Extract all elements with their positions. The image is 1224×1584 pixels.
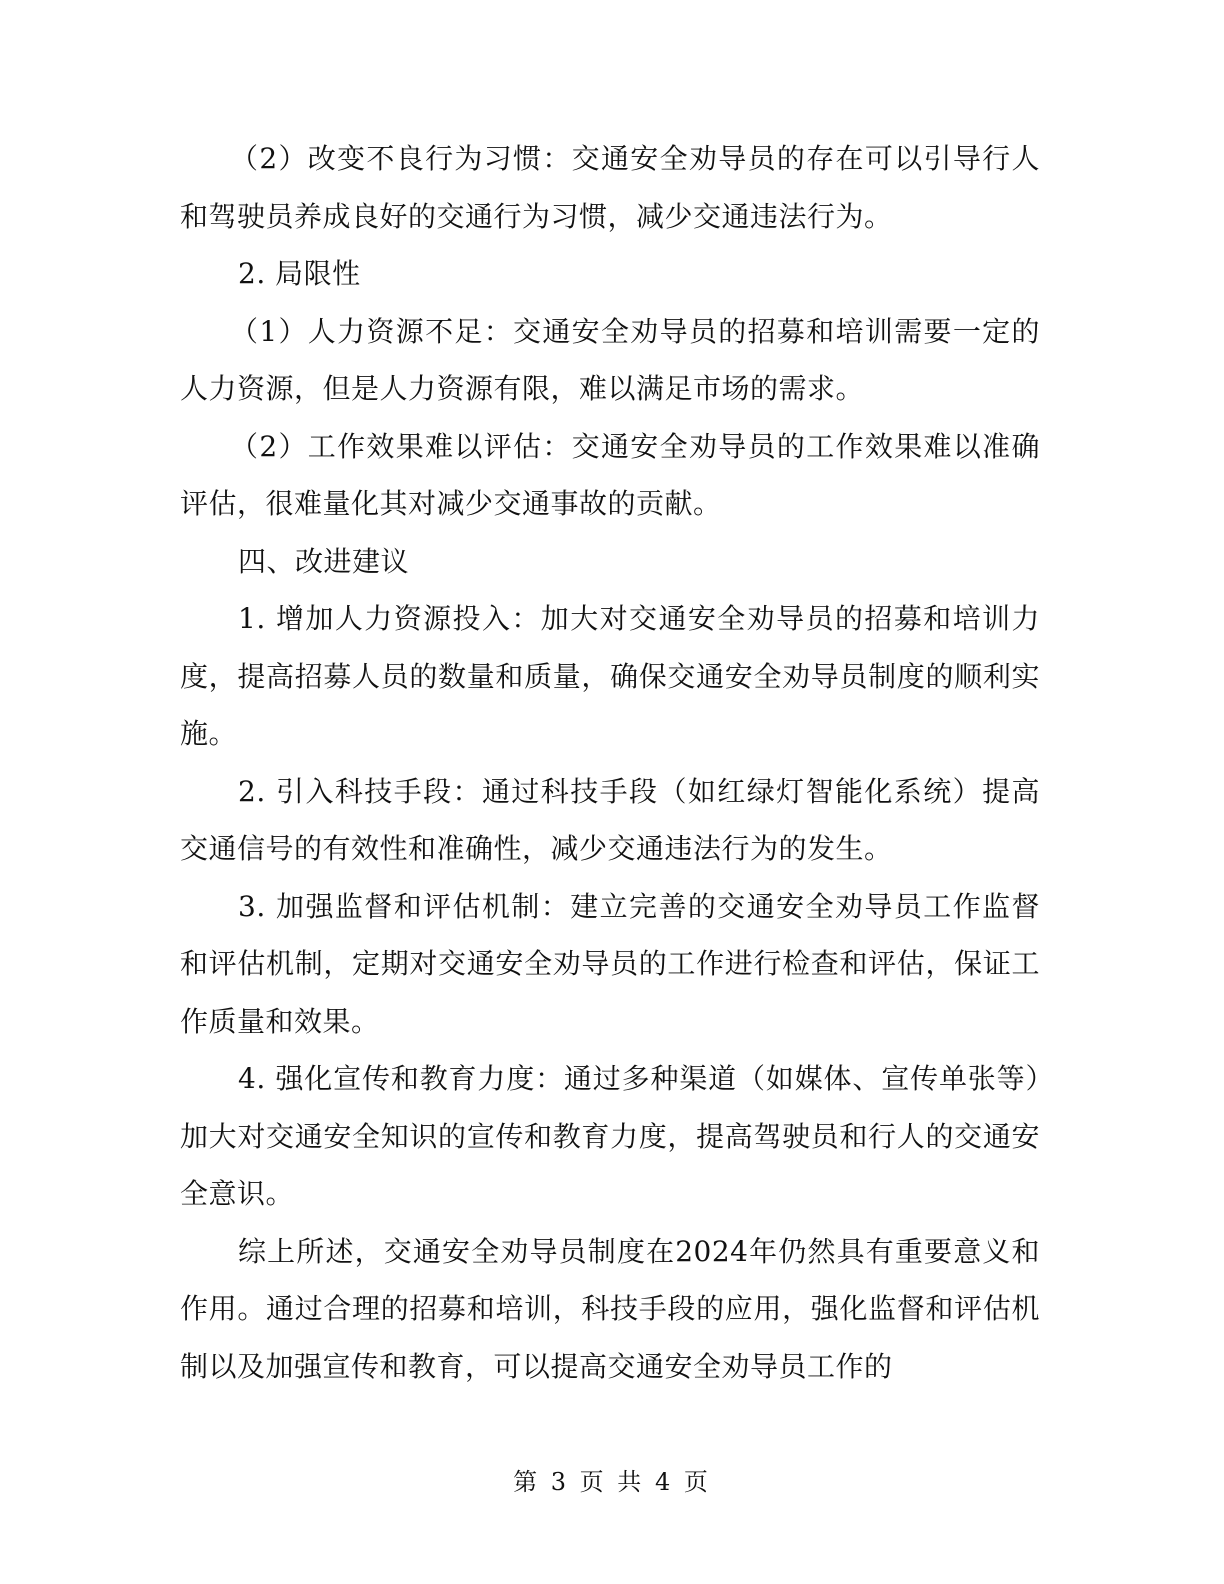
paragraph-suggestion-1: 1. 增加人力资源投入：加大对交通安全劝导员的招募和培训力度，提高招募人员的数量和质量，确保交通安全劝导员制度的顺利实施。	[180, 602, 1040, 750]
paragraph-human-resources: （1）人力资源不足：交通安全劝导员的招募和培训需要一定的人力资源，但是人力资源有限，难以满足市场的需求。	[180, 314, 1040, 405]
heading-limitations: 2. 局限性	[238, 257, 361, 290]
heading-improvement-suggestions: 四、改进建议	[238, 544, 410, 578]
paragraph-conclusion: 综上所述，交通安全劝导员制度在2024年仍然具有重要意义和作用。通过合理的招募和培训，科技手段的应用，强化监督和评估机制以及加强宣传和教育，可以提高交通安全劝导员工作的	[180, 1234, 1040, 1383]
paragraph-evaluation-difficulty: （2）工作效果难以评估：交通安全劝导员的工作效果难以准确评估，很难量化其对减少交通事故的贡献。	[180, 429, 1040, 520]
page-number-footer: 第 3 页 共 4 页	[513, 1468, 711, 1496]
paragraph-suggestion-3: 3. 加强监督和评估机制：建立完善的交通安全劝导员工作监督和评估机制，定期对交通安全劝导员的工作进行检查和评估，保证工作质量和效果。	[180, 889, 1040, 1038]
paragraph-suggestion-2: 2. 引入科技手段：通过科技手段（如红绿灯智能化系统）提高交通信号的有效性和准确性，减少交通违法行为的发生。	[180, 774, 1040, 865]
paragraph-habit-change: （2）改变不良行为习惯：交通安全劝导员的存在可以引导行人和驾驶员养成良好的交通行为习惯，减少交通违法行为。	[180, 142, 1040, 233]
document-body	[180, 130, 1040, 1395]
paragraph-suggestion-4: 4. 强化宣传和教育力度：通过多种渠道（如媒体、宣传单张等）加大对交通安全知识的宣传和教育力度，提高驾驶员和行人的交通安全意识。	[180, 1062, 1040, 1210]
